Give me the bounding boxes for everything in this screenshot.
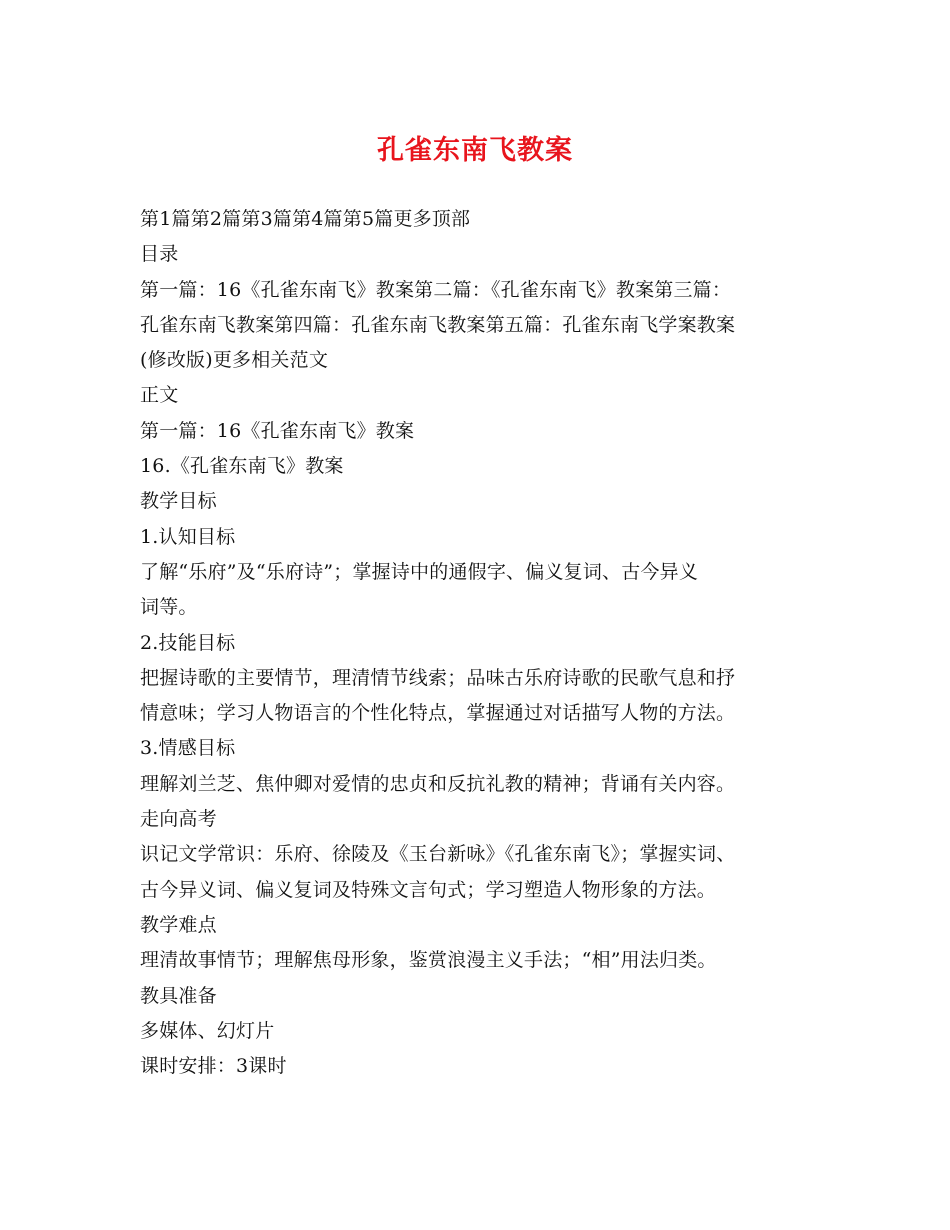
paragraph-line: 理清故事情节；理解焦母形象，鉴赏浪漫主义手法；“相”用法归类。 — [140, 949, 717, 972]
document-title: 孔雀东南飞教案 — [377, 135, 573, 166]
subheading: 3.情感目标 — [140, 737, 236, 760]
toc-line: 第一篇：16《孔雀东南飞》教案第二篇：《孔雀东南飞》教案第三篇： — [140, 278, 732, 301]
lesson-title: 16.《孔雀东南飞》教案 — [140, 455, 344, 478]
toc-heading: 目录 — [140, 243, 179, 266]
toc-line: 孔雀东南飞教案第四篇：孔雀东南飞教案第五篇：孔雀东南飞学案教案 — [140, 313, 736, 336]
subheading: 教学难点 — [140, 913, 217, 936]
paragraph-line: 理解刘兰芝、焦仲卿对爱情的忠贞和反抗礼教的精神；背诵有关内容。 — [140, 772, 736, 795]
paragraph-line: 识记文学常识：乐府、徐陵及《玉台新咏》《孔雀东南飞》；掌握实词、 — [140, 843, 736, 866]
paragraph-line: 情意味；学习人物语言的个性化特点，掌握通过对话描写人物的方法。 — [140, 702, 736, 725]
subheading: 走向高考 — [140, 808, 217, 831]
toc-line: (修改版)更多相关范文 — [140, 349, 329, 372]
subheading: 2.技能目标 — [140, 631, 236, 654]
toc-nav-line: 第1篇第2篇第3篇第4篇第5篇更多顶部 — [140, 208, 471, 230]
subheading: 1.认知目标 — [140, 525, 236, 548]
paragraph-line: 把握诗歌的主要情节，理清情节线索；品味古乐府诗歌的民歌气息和抒 — [140, 666, 736, 689]
paragraph-line: 多媒体、幻灯片 — [140, 1019, 275, 1042]
paragraph-line: 课时安排：3课时 — [140, 1055, 287, 1078]
paragraph-line: 词等。 — [140, 596, 198, 619]
paragraph-line: 古今异义词、偏义复词及特殊文言句式；学习塑造人物形象的方法。 — [140, 878, 717, 901]
body-heading: 正文 — [140, 384, 179, 407]
section-heading: 第一篇：16《孔雀东南飞》教案 — [140, 419, 415, 442]
paragraph-line: 了解“乐府”及“乐府诗”；掌握诗中的通假字、偏义复词、古今异义 — [140, 560, 699, 583]
subheading: 教学目标 — [140, 490, 217, 513]
document-body — [140, 202, 830, 1084]
subheading: 教具准备 — [140, 984, 217, 1007]
